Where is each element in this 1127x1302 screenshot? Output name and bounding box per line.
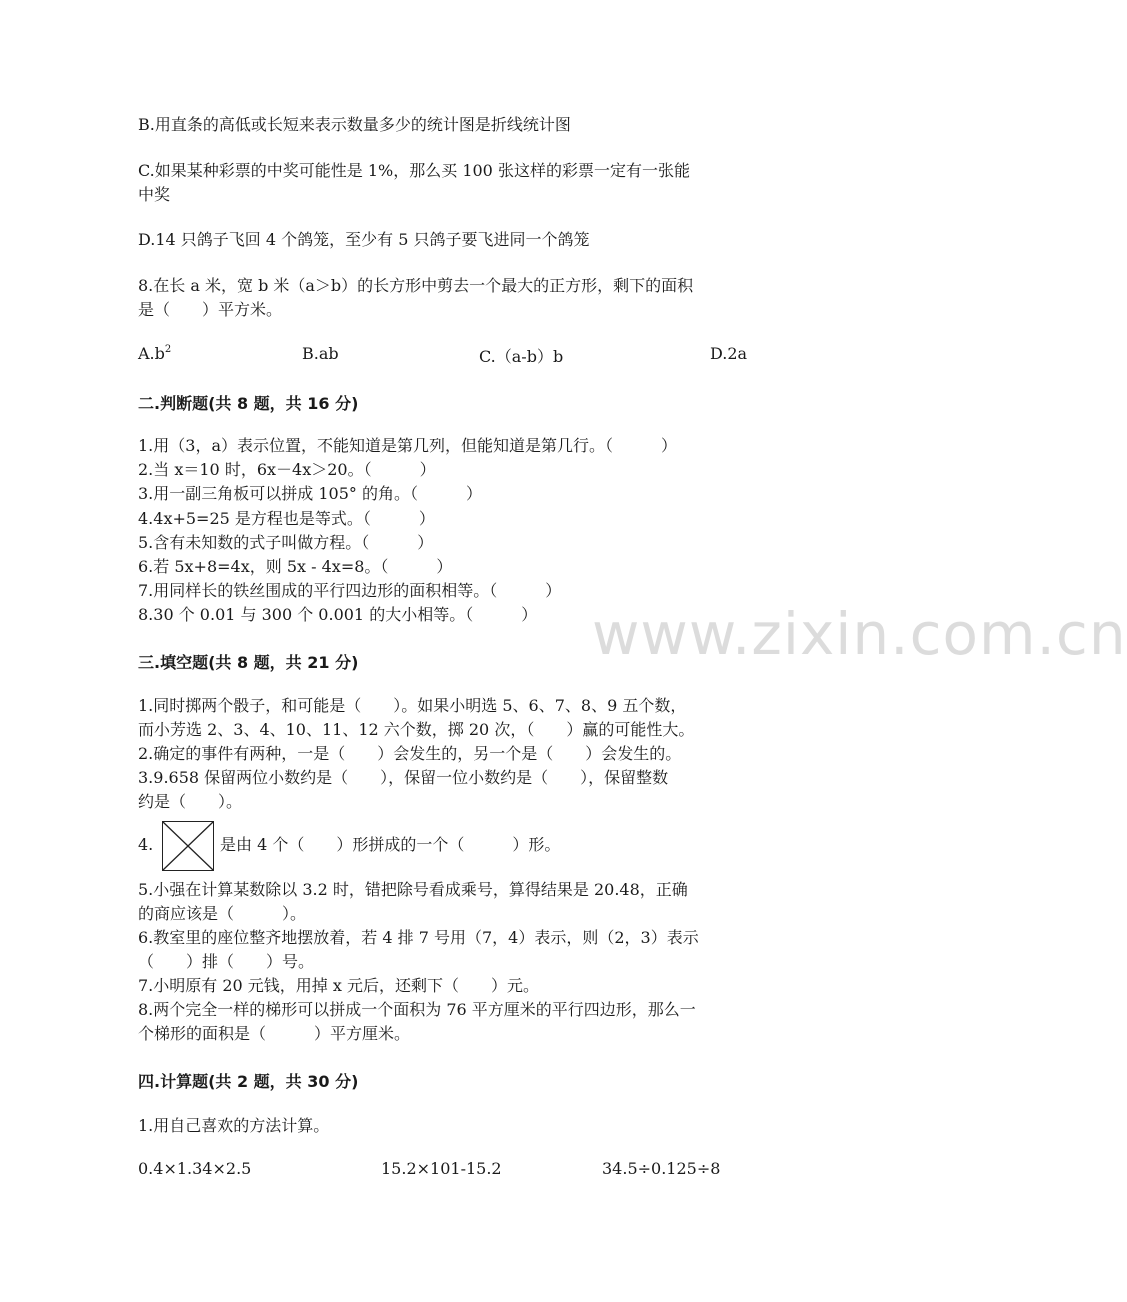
s3-q6-line2: （ ）排（ ）号。 [138,952,315,971]
s3-q1-line2: 而小芳选 2、3、4、10、11、12 六个数，掷 20 次，（ ）赢的可能性大。 [138,720,695,739]
s2-item-5: 5.含有未知数的式子叫做方程。（ ） [138,533,434,552]
s2-item-1: 1.用（3，a）表示位置，不能知道是第几列，但能知道是第几行。（ ） [138,436,677,455]
s3-q8-line2: 个梯形的面积是（ ）平方厘米。 [138,1024,411,1043]
q8-option-a [138,344,171,363]
calc-3: 34.5÷0.125÷8 [602,1159,721,1178]
s2-item-3: 3.用一副三角板可以拼成 105° 的角。（ ） [138,484,482,503]
calc-1: 0.4×1.34×2.5 [138,1159,252,1178]
option-d: D.14 只鸽子飞回 4 个鸽笼，至少有 5 只鸽子要飞进同一个鸽笼 [138,230,590,249]
s3-q3-line2: 约是（ ）。 [138,792,243,811]
s2-item-4: 4.4x+5=25 是方程也是等式。（ ） [138,509,435,528]
s3-q6-line1: 6.教室里的座位整齐地摆放着，若 4 排 7 号用（7，4）表示，则（2，3）表示 [138,928,699,947]
q8-option-c: C.（a-b）b [479,347,564,366]
option-c-line1: C.如果某种彩票的中奖可能性是 1%，那么买 100 张这样的彩票一定有一张能 [138,161,690,180]
s3-q4-text: 是由 4 个（ ）形拼成的一个（ ）形。 [220,835,561,854]
watermark: www.zixin.com.cn [592,600,1127,668]
q8-option-b: B.ab [302,344,339,363]
q8-line2: 是（ ）平方米。 [138,300,283,319]
section3-title: 三.填空题(共 8 题，共 21 分) [138,653,359,672]
s2-item-7: 7.用同样长的铁丝围成的平行四边形的面积相等。（ ） [138,581,562,600]
q8-line1: 8.在长 a 米，宽 b 米（a＞b）的长方形中剪去一个最大的正方形，剩下的面积 [138,276,694,295]
option-b: B.用直条的高低或长短来表示数量多少的统计图是折线统计图 [138,115,571,134]
s2-item-6: 6.若 5x+8=4x，则 5x - 4x=8。（ ） [138,557,453,576]
s2-item-2: 2.当 x＝10 时，6x－4x＞20。（ ） [138,460,436,479]
option-c-line2: 中奖 [138,185,171,204]
s3-q1-line1: 1.同时掷两个骰子，和可能是（ ）。如果小明选 5、6、7、8、9 五个数， [138,696,687,715]
s3-q4-number: 4. [138,835,154,854]
q8-option-a-sup: 2 [164,344,172,355]
q8-option-a-text: A.b [138,344,165,363]
section4-title: 四.计算题(共 2 题，共 30 分) [138,1072,359,1091]
s3-q3-line1: 3.9.658 保留两位小数约是（ ），保留一位小数约是（ ），保留整数 [138,768,669,787]
s3-q7: 7.小明原有 20 元钱，用掉 x 元后，还剩下（ ）元。 [138,976,539,995]
square-diagonals [163,822,213,870]
s3-q5-line2: 的商应该是（ ）。 [138,904,307,923]
s3-q2: 2.确定的事件有两种，一是（ ）会发生的，另一个是（ ）会发生的。 [138,744,682,763]
s3-q5-line1: 5.小强在计算某数除以 3.2 时，错把除号看成乘号，算得结果是 20.48，正确 [138,880,688,899]
calc-2: 15.2×101-15.2 [381,1159,502,1178]
square-diagram [162,821,214,871]
section2-title: 二.判断题(共 8 题，共 16 分) [138,394,359,413]
s2-item-8: 8.30 个 0.01 与 300 个 0.001 的大小相等。（ ） [138,605,538,624]
s4-q1: 1.用自己喜欢的方法计算。 [138,1116,330,1135]
s3-q8-line1: 8.两个完全一样的梯形可以拼成一个面积为 76 平方厘米的平行四边形，那么一 [138,1000,696,1019]
q8-option-d: D.2a [710,344,748,363]
